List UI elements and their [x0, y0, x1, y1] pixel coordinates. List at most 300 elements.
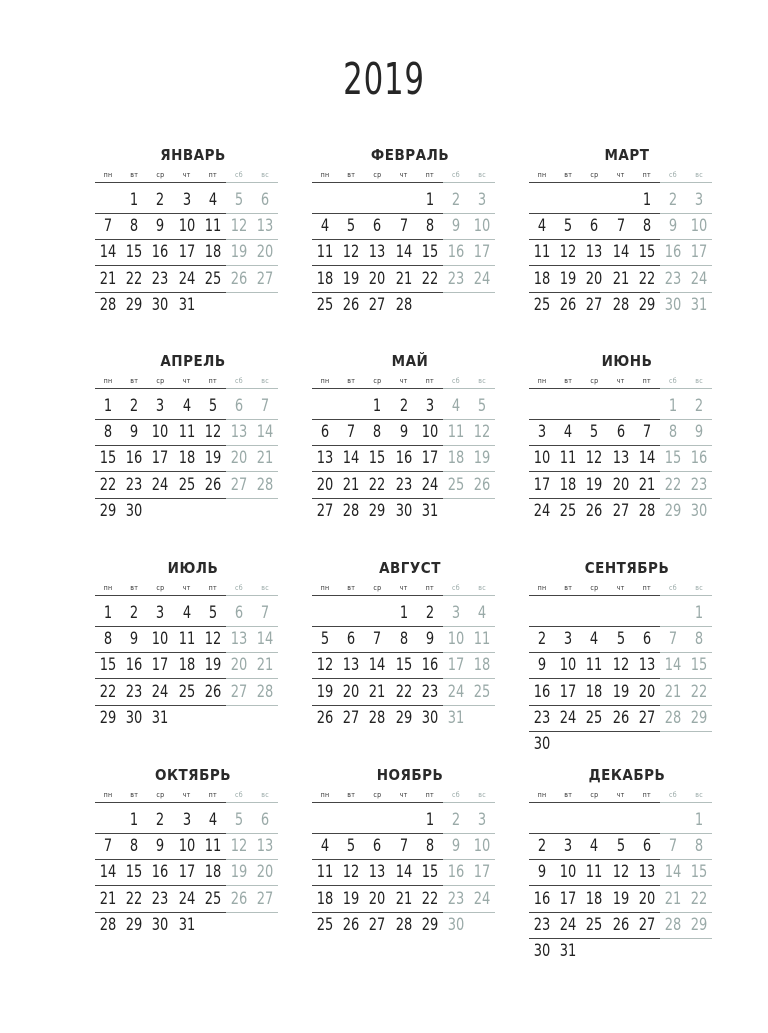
week-row [529, 421, 725, 447]
day-cell: 4 [478, 603, 487, 623]
day-cell: 19 [586, 474, 603, 495]
day-cell: 3 [564, 629, 573, 650]
day-cell: 21 [99, 268, 117, 289]
day-cell: 18 [204, 242, 222, 263]
week-rule-weekend [660, 498, 712, 499]
day-cell: 15 [125, 862, 143, 883]
week-row [529, 733, 725, 759]
weekday-label: чт [399, 791, 408, 799]
calendar-title: 2019 [343, 54, 425, 105]
week-row [312, 602, 508, 628]
weekday-rule [95, 388, 226, 389]
day-cell: 28 [395, 294, 412, 315]
week-rule-weekend [660, 419, 712, 420]
week-rule-weekend [443, 498, 495, 499]
week-rule [95, 833, 226, 834]
week-row [312, 914, 508, 940]
day-cell: 28 [395, 914, 412, 935]
day-cell: 24 [178, 888, 195, 909]
day-cell: 21 [664, 681, 682, 702]
day-cell: 24 [178, 268, 195, 289]
day-cell: 27 [230, 681, 248, 702]
weekday-label: сб [235, 377, 243, 385]
week-row [312, 447, 508, 473]
day-cell: 25 [447, 474, 465, 495]
day-cell: 4 [320, 836, 330, 857]
day-cell: 7 [668, 836, 678, 857]
week-rule-weekend [226, 885, 278, 886]
weekday-label: вс [478, 171, 487, 179]
weekday-label: вт [347, 791, 356, 799]
day-cell: 23 [125, 681, 143, 702]
day-cell: 9 [695, 422, 704, 443]
day-cell: 6 [320, 422, 330, 443]
day-cell: 20 [342, 681, 360, 702]
day-cell: 31 [559, 941, 577, 961]
month-name: МАЙ [391, 352, 429, 370]
weekday-label: вс [478, 584, 487, 592]
day-cell: 14 [664, 655, 682, 676]
day-cell: 27 [638, 707, 656, 728]
day-cell: 24 [559, 914, 577, 935]
week-row [95, 707, 291, 733]
day-cell: 4 [208, 810, 217, 830]
weekday-label: пн [537, 584, 547, 592]
week-row [312, 189, 508, 215]
week-row [312, 861, 508, 887]
weekday-label: вт [130, 791, 139, 799]
day-cell: 23 [533, 914, 551, 935]
day-cell: 2 [156, 810, 165, 830]
day-cell: 19 [230, 242, 248, 263]
week-rule-weekend [226, 705, 278, 706]
weekday-rule [529, 182, 660, 183]
week-rule-weekend [660, 912, 712, 913]
day-cell: 15 [99, 448, 117, 469]
week-rule-weekend [660, 471, 712, 472]
week-row [95, 395, 291, 421]
week-rule [529, 652, 660, 653]
week-rule [529, 678, 660, 679]
day-cell: 30 [447, 914, 465, 935]
day-cell: 13 [230, 422, 248, 443]
week-rule-weekend [226, 213, 278, 214]
day-cell: 2 [130, 603, 139, 623]
day-cell: 5 [616, 629, 625, 650]
month-block [529, 559, 725, 759]
day-cell: 31 [421, 500, 439, 521]
week-rule [95, 471, 226, 472]
month-name: ИЮЛЬ [167, 559, 219, 577]
month-block [312, 146, 508, 346]
day-cell: 22 [395, 681, 412, 702]
week-rule-weekend [443, 678, 495, 679]
day-cell: 31 [152, 707, 169, 728]
week-row [529, 681, 725, 707]
week-rule [95, 705, 226, 706]
day-cell: 6 [373, 216, 382, 237]
week-row [95, 888, 291, 914]
week-rule [529, 833, 660, 834]
week-rule [312, 705, 443, 706]
weekday-label: чт [399, 377, 408, 385]
day-cell: 12 [559, 242, 577, 263]
weekday-label: пн [103, 377, 113, 385]
month-name: ФЕВРАЛЬ [370, 146, 450, 164]
week-rule [95, 265, 226, 266]
day-cell: 25 [559, 500, 577, 521]
weekday-label: пт [208, 584, 217, 592]
day-cell: 1 [695, 603, 704, 623]
day-cell: 3 [478, 810, 487, 830]
day-cell: 2 [537, 836, 547, 857]
day-cell: 19 [612, 681, 629, 702]
day-cell: 14 [99, 242, 117, 263]
day-cell: 7 [668, 629, 678, 650]
week-row [95, 861, 291, 887]
weekday-label: вс [261, 171, 270, 179]
day-cell: 27 [342, 707, 360, 728]
day-cell: 17 [178, 242, 195, 263]
day-cell: 8 [130, 836, 139, 857]
day-cell: 8 [668, 422, 678, 443]
week-rule [529, 705, 660, 706]
week-rule-weekend [660, 265, 712, 266]
day-cell: 13 [369, 862, 386, 883]
week-rule [95, 498, 226, 499]
week-rule [529, 419, 660, 420]
day-cell: 8 [425, 216, 434, 237]
day-cell: 20 [256, 242, 274, 263]
day-cell: 14 [395, 242, 412, 263]
week-rule-weekend [226, 265, 278, 266]
weekday-label: ср [373, 791, 382, 799]
weekday-label: сб [669, 171, 677, 179]
day-cell: 1 [130, 810, 139, 830]
week-row [529, 835, 725, 861]
day-cell: 10 [473, 836, 491, 857]
day-cell: 29 [664, 500, 682, 521]
day-cell: 19 [612, 888, 629, 909]
day-cell: 25 [316, 294, 334, 315]
week-row [529, 215, 725, 241]
day-cell: 21 [395, 888, 412, 909]
weekday-label: вс [695, 377, 704, 385]
week-row [529, 447, 725, 473]
weekday-label: ср [373, 584, 382, 592]
day-cell: 11 [473, 629, 491, 650]
weekday-label: вт [130, 584, 139, 592]
weekday-label: вс [261, 584, 270, 592]
week-rule [95, 912, 226, 913]
day-cell: 7 [347, 422, 356, 443]
weekday-rule [529, 802, 660, 803]
day-cell: 22 [690, 681, 708, 702]
day-cell: 9 [537, 862, 547, 883]
day-cell: 11 [559, 448, 577, 469]
day-cell: 9 [156, 216, 165, 237]
day-cell: 29 [369, 500, 386, 521]
day-cell: 1 [373, 396, 382, 416]
day-cell: 12 [342, 862, 360, 883]
week-row [312, 294, 508, 320]
day-cell: 23 [152, 888, 169, 909]
weekday-label: сб [452, 171, 460, 179]
day-cell: 19 [204, 448, 222, 469]
day-cell: 11 [586, 655, 603, 676]
month-block [95, 352, 291, 552]
day-cell: 22 [99, 474, 117, 495]
week-row [529, 395, 725, 421]
week-rule-weekend [660, 731, 712, 732]
day-cell: 25 [473, 681, 491, 702]
day-cell: 11 [204, 836, 222, 857]
weekday-label: ср [373, 171, 382, 179]
weekday-rule-weekend [443, 595, 495, 596]
week-row [95, 421, 291, 447]
week-row [529, 707, 725, 733]
weekday-label: пн [103, 171, 113, 179]
day-cell: 4 [537, 216, 547, 237]
week-rule-weekend [443, 885, 495, 886]
week-rule-weekend [226, 498, 278, 499]
weekday-header [95, 584, 291, 594]
day-cell: 10 [152, 422, 169, 443]
day-cell: 21 [612, 268, 629, 289]
day-cell: 4 [590, 629, 599, 650]
day-cell: 1 [695, 810, 704, 830]
week-rule-weekend [443, 239, 495, 240]
week-row [312, 888, 508, 914]
day-cell: 7 [103, 836, 113, 857]
day-cell: 5 [320, 629, 330, 650]
day-cell: 2 [425, 603, 434, 623]
day-cell: 27 [316, 500, 334, 521]
day-cell: 18 [533, 268, 551, 289]
weekday-label: пт [208, 791, 217, 799]
day-cell: 20 [369, 268, 386, 289]
day-cell: 14 [612, 242, 629, 263]
day-cell: 20 [230, 448, 248, 469]
weekday-rule [312, 595, 443, 596]
day-cell: 28 [664, 914, 682, 935]
day-cell: 23 [533, 707, 551, 728]
day-cell: 24 [473, 268, 491, 289]
day-cell: 7 [261, 396, 270, 416]
day-cell: 15 [690, 862, 708, 883]
weekday-label: вс [478, 791, 487, 799]
day-cell: 7 [103, 216, 113, 237]
day-cell: 18 [473, 655, 491, 676]
day-cell: 20 [316, 474, 334, 495]
week-rule [95, 419, 226, 420]
week-row [95, 835, 291, 861]
day-cell: 10 [690, 216, 708, 237]
week-rule-weekend [443, 652, 495, 653]
weekday-label: ср [373, 377, 382, 385]
day-cell: 23 [152, 268, 169, 289]
day-cell: 14 [664, 862, 682, 883]
week-row [312, 421, 508, 447]
weekday-label: сб [452, 377, 460, 385]
day-cell: 9 [537, 655, 547, 676]
day-cell: 20 [586, 268, 603, 289]
day-cell: 30 [125, 707, 143, 728]
weekday-label: вт [347, 584, 356, 592]
week-rule-weekend [660, 445, 712, 446]
week-rule-weekend [660, 678, 712, 679]
day-cell: 14 [342, 448, 360, 469]
weekday-label: вт [564, 377, 573, 385]
day-cell: 27 [369, 914, 386, 935]
day-cell: 28 [99, 914, 117, 935]
day-cell: 24 [559, 707, 577, 728]
weekday-label: вт [347, 171, 356, 179]
weekday-label: ср [156, 791, 165, 799]
day-cell: 10 [421, 422, 439, 443]
week-row [312, 628, 508, 654]
weekday-label: вт [564, 171, 573, 179]
day-cell: 3 [478, 190, 487, 210]
day-cell: 9 [425, 629, 434, 650]
weekday-label: ср [156, 171, 165, 179]
day-cell: 29 [125, 294, 143, 315]
weekday-label: пт [425, 584, 434, 592]
day-cell: 23 [690, 474, 708, 495]
day-cell: 15 [421, 242, 439, 263]
day-cell: 23 [421, 681, 439, 702]
weekday-header [95, 171, 291, 181]
day-cell: 21 [256, 655, 274, 676]
day-cell: 17 [152, 655, 169, 676]
day-cell: 15 [99, 655, 117, 676]
day-cell: 24 [447, 681, 465, 702]
week-rule [529, 471, 660, 472]
day-cell: 7 [399, 836, 408, 857]
month-name: ИЮНЬ [601, 352, 653, 370]
day-cell: 20 [256, 862, 274, 883]
day-cell: 10 [178, 216, 195, 237]
weekday-label: ср [590, 584, 599, 592]
weekday-label: пт [642, 584, 651, 592]
day-cell: 17 [421, 448, 439, 469]
day-cell: 6 [590, 216, 599, 237]
weekday-label: чт [616, 791, 625, 799]
week-row [95, 914, 291, 940]
day-cell: 18 [178, 655, 195, 676]
day-cell: 5 [564, 216, 573, 237]
day-cell: 7 [642, 422, 651, 443]
day-cell: 6 [234, 396, 244, 416]
day-cell: 30 [125, 500, 143, 521]
day-cell: 14 [638, 448, 656, 469]
day-cell: 19 [559, 268, 577, 289]
weekday-header [312, 171, 508, 181]
weekday-header [529, 584, 725, 594]
weekday-label: вс [261, 377, 270, 385]
day-cell: 21 [638, 474, 656, 495]
weekday-label: вс [695, 584, 704, 592]
day-cell: 3 [156, 603, 165, 623]
day-cell: 3 [695, 190, 704, 210]
day-cell: 25 [178, 474, 195, 495]
month-block [95, 146, 291, 346]
week-rule [95, 213, 226, 214]
weekday-rule-weekend [660, 388, 712, 389]
week-rule [529, 292, 660, 293]
day-cell: 14 [99, 862, 117, 883]
weekday-label: чт [616, 584, 625, 592]
day-cell: 5 [208, 396, 217, 416]
week-rule-weekend [226, 912, 278, 913]
week-row [95, 474, 291, 500]
week-rule-weekend [443, 833, 495, 834]
day-cell: 29 [690, 914, 708, 935]
day-cell: 9 [451, 216, 461, 237]
day-cell: 13 [230, 629, 248, 650]
weekday-rule-weekend [660, 182, 712, 183]
day-cell: 27 [612, 500, 629, 521]
weekday-label: пн [320, 791, 330, 799]
day-cell: 6 [347, 629, 356, 650]
day-cell: 13 [638, 655, 656, 676]
day-cell: 11 [204, 216, 222, 237]
week-rule [312, 292, 443, 293]
month-block [95, 766, 291, 966]
day-cell: 25 [316, 914, 334, 935]
day-cell: 22 [664, 474, 682, 495]
day-cell: 5 [616, 836, 625, 857]
day-cell: 31 [690, 294, 708, 315]
day-cell: 12 [612, 862, 629, 883]
day-cell: 29 [395, 707, 412, 728]
weekday-header [312, 791, 508, 801]
week-row [529, 914, 725, 940]
day-cell: 6 [642, 629, 651, 650]
weekday-label: вт [347, 377, 356, 385]
day-cell: 3 [182, 190, 191, 210]
week-rule [529, 445, 660, 446]
weekday-label: пн [537, 791, 547, 799]
day-cell: 29 [638, 294, 656, 315]
weekday-header [312, 377, 508, 387]
day-cell: 1 [425, 810, 434, 830]
day-cell: 4 [182, 396, 191, 416]
day-cell: 25 [204, 888, 222, 909]
day-cell: 13 [586, 242, 603, 263]
weekday-label: пн [320, 171, 330, 179]
weekday-label: сб [669, 377, 677, 385]
day-cell: 23 [447, 888, 465, 909]
weekday-label: ср [156, 377, 165, 385]
weekday-rule-weekend [226, 388, 278, 389]
day-cell: 13 [369, 242, 386, 263]
day-cell: 8 [695, 629, 704, 650]
day-cell: 10 [178, 836, 195, 857]
weekday-rule [312, 802, 443, 803]
day-cell: 31 [447, 707, 465, 728]
day-cell: 9 [130, 422, 139, 443]
day-cell: 18 [586, 888, 603, 909]
weekday-label: ср [590, 171, 599, 179]
week-row [312, 500, 508, 526]
week-row [312, 241, 508, 267]
day-cell: 5 [347, 216, 356, 237]
day-cell: 13 [256, 216, 274, 237]
day-cell: 15 [125, 242, 143, 263]
day-cell: 8 [103, 422, 113, 443]
day-cell: 14 [256, 629, 274, 650]
